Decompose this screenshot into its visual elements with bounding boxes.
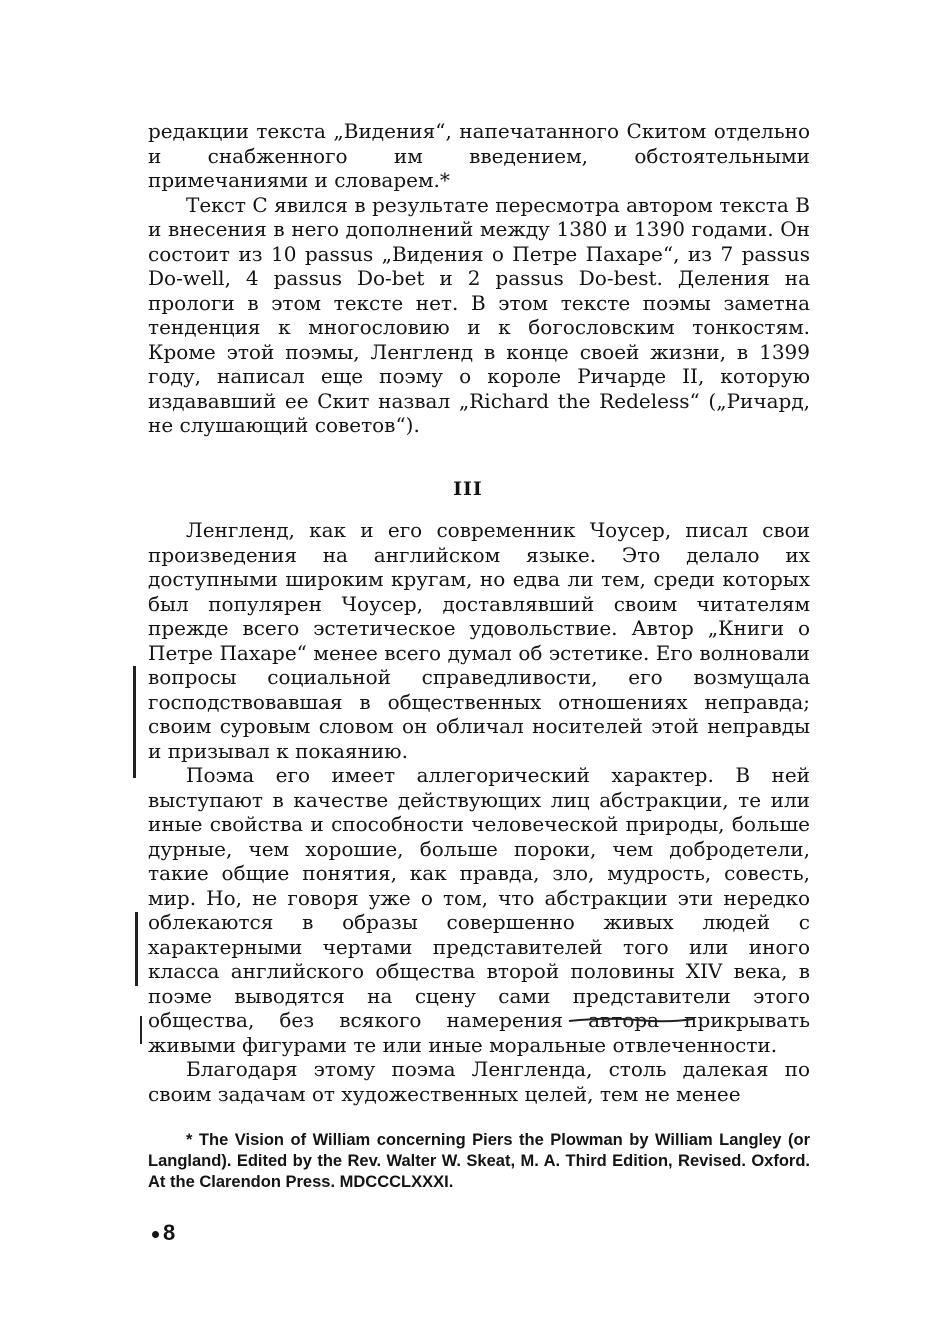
page-number-value: 8 [163,1220,176,1245]
section-heading: III [453,478,483,500]
margin-pencil-mark [133,666,136,778]
bullet-icon [152,1231,159,1238]
paragraph-text-c: Текст С явился в результате пересмотра автором текста В и внесения в него дополнений между 1380 и 1390 годами. Он состоит из 10 passus „Видения о Петре Пахаре“, из 7 passus Do-well, 4 passus Do-bet и 2 passus Do-best. Деления на прологи в этом тексте нет. В этом тексте поэмы заметна тенденция к многословию и к богословским тонкостям. Кроме этой поэмы, Ленгленд в конце своей жизни, в 1399 году, написал еще поэму о короле Ричарде II, которую издававший ее Скит назвал „Richard the Redeless“ („Ричард, не слушающий советов“). [148,192,810,437]
footnote [148,1130,810,1193]
footnote-text: * The Vision of William concerning Piers the Plowman by William Langley (or Langland). Edited by the Rev. Walter W. Skeat, M. A. Third Edition, Revised. Oxford. At the Clarendon Press. MDCCCLXXXI. [148,1131,810,1191]
margin-pencil-mark [140,1016,142,1044]
paragraph-allegory: Поэма его имеет аллегорический характер. В ней выступают в качестве действующих лиц абстракции, те или иные свойства и способности человеческой природы, больше дурные, чем хорошие, больше пороки, чем добродетели, такие общие понятия, как правда, зло, мудрость, совесть, мир. Но, не говоря уже о том, что абстракции эти нередко облекаются в образы совершенно живых людей с характерными чертами представителей того или иного класса английского общества второй половины XIV века, в поэме выводятся на сцену сами представители этого общества, без всякого намерения автора прикрывать живыми фигурами те или иные моральные отвлеченности. [148,763,810,1057]
paragraph-continued: редакции текста „Видения“, напечатанного Скитом отдельно и снабженного им введением, обстоятельными примечаниями и словарем.* [148,119,810,192]
text-block-upper [148,119,810,438]
paragraph-langland-chaucer: Ленгленд, как и его современник Чоусер, писал свои произведения на английском языке. Это делало их доступными широким кругам, но едва ли тем, среди которых был популярен Чоусер, доставлявший своим читателям прежде всего эстетическое удовольствие. Автор „Книги о Петре Пахаре“ менее всего думал об эстетике. Его волновали вопросы социальной справедливости, его возмущала господствовавшая в общественных отношениях неправда; своим суровым словом он обличал носителей этой неправды и призывал к покаянию. [148,518,810,763]
paragraph-thanks-to-this: Благодаря этому поэма Ленгленда, столь далекая по своим задачам от художественных целей, тем не менее [148,1057,810,1106]
pencil-underline [567,1016,695,1024]
text-block-lower [148,518,810,1106]
margin-pencil-mark [135,912,138,986]
page-number [152,1220,175,1246]
